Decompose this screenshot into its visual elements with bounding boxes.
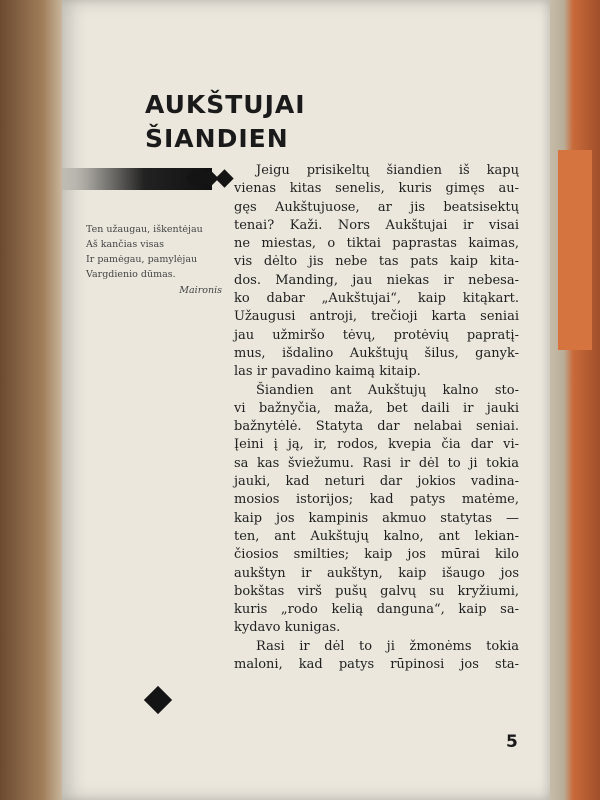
text-line: jauki, kad neturi dar jokios vadina- xyxy=(234,474,519,490)
text-line: kuris „rodo kelią danguna“, kaip sa- xyxy=(234,602,519,618)
text-line: jau užmiršo tėvų, protėvių papratį- xyxy=(234,327,519,343)
body-text xyxy=(234,162,519,674)
text-line: tenai? Kaži. Nors Aukštujai ir visai xyxy=(234,217,519,233)
epigraph-line: Ten užaugau, iškentėjau xyxy=(86,224,203,235)
text-line: kaip jos kampinis akmuo statytas — xyxy=(234,510,519,526)
text-line: maloni, kad patys rūpinosi jos sta- xyxy=(234,657,519,673)
text-line: sa kas šviežumu. Rasi ir dėl to ji tokia xyxy=(234,455,519,471)
epigraph-line: Ir pamėgau, pamylėjau xyxy=(86,254,198,265)
text-line: vienas kitas senelis, kuris gimęs au- xyxy=(234,181,519,197)
text-line: mosios istorijos; kad patys matėme, xyxy=(234,492,519,508)
text-line: gęs Aukštujuose, ar jis beatsisektų xyxy=(234,199,519,215)
text-line: ne miestas, o tiktai paprastas kaimas, xyxy=(234,236,519,252)
paragraph-3 xyxy=(234,638,519,675)
text-line: las ir pavadino kaimą kitaip. xyxy=(234,364,421,380)
chapter-title-line-1: AUKŠTUJAI xyxy=(145,90,306,119)
text-line: mus, išdalino Aukštujų šilus, ganyk- xyxy=(234,345,519,361)
text-line: Šiandien ant Aukštujų kalno sto- xyxy=(256,382,519,398)
paragraph-2 xyxy=(234,382,519,638)
text-line: vi bažnyčia, maža, bet daili ir jauki xyxy=(234,400,519,416)
chapter-title xyxy=(145,88,306,156)
text-line: Užaugusi antroji, trečioji karta seniai xyxy=(234,309,519,325)
text-line: aukštyn ir aukštyn, kaip išaugo jos xyxy=(234,565,519,581)
text-line: kydavo kunigas. xyxy=(234,620,341,636)
epigraph-line: Vargdienio dūmas. xyxy=(86,269,176,280)
text-line: čiosios smilties; kaip jos mūrai kilo xyxy=(234,547,519,563)
text-line: Rasi ir dėl to ji žmonėms tokia xyxy=(256,638,519,654)
text-line: vis dėlto jis nebe tas pats kaip kita- xyxy=(234,254,519,270)
book-spine-background xyxy=(0,0,70,800)
epigraph-line: Aš kančias visas xyxy=(86,239,165,250)
text-line: Įeini į ją, ir, rodos, kvepia čia dar vi- xyxy=(234,437,519,453)
chapter-title-line-2: ŠIANDIEN xyxy=(145,124,289,153)
paragraph-1 xyxy=(234,162,519,382)
text-line: ten, ant Aukštujų kalno, ant lekian- xyxy=(234,528,519,544)
epigraph xyxy=(86,222,226,298)
epigraph-author: Maironis xyxy=(179,285,222,296)
page-number: 5 xyxy=(506,732,518,752)
text-line: dos. Manding, jau niekas ir nebesa- xyxy=(234,272,519,288)
text-line: bokštas virš pušų galvų su kryžiumi, xyxy=(234,583,519,599)
text-line: Jeigu prisikeltų šiandien iš kapų xyxy=(256,163,519,178)
orange-book-edge xyxy=(558,150,592,350)
text-line: ko dabar „Aukštujai“, kaip kitąkart. xyxy=(234,291,519,307)
text-line: bažnytėlė. Statyta dar nelabai seniai. xyxy=(234,419,519,435)
